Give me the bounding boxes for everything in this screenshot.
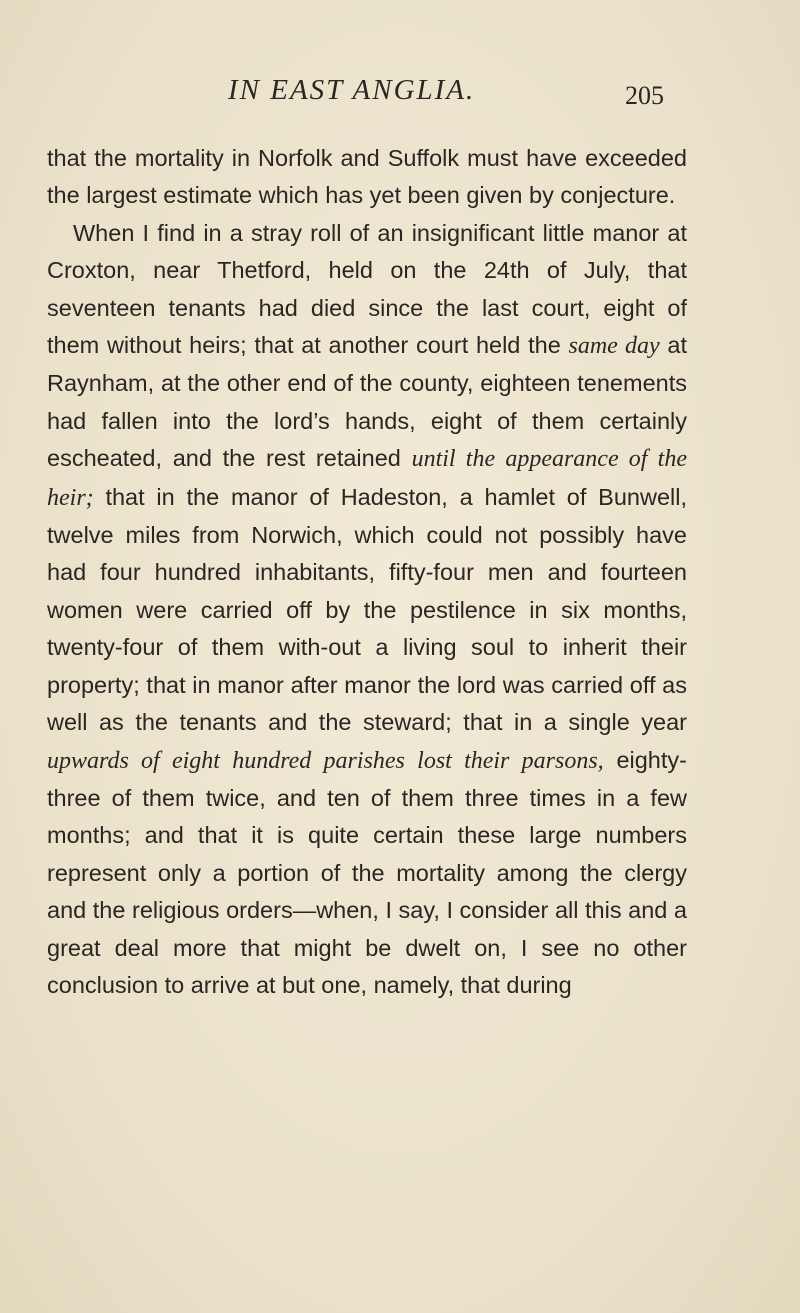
body-text	[47, 140, 687, 1004]
paragraph-continuation: that the mortality in Norfolk and Suffolk must have exceeded the largest estimate which has yet been given by conjecture.	[47, 145, 687, 209]
italic-emphasis: same day	[568, 333, 660, 360]
paragraph-text-segment: When I find in a stray roll of an insignificant little manor at Croxton, near Thetford, held on the 24th of July, that seventeen tenants had died since the last court, eight of them without heirs; that at another court held the	[47, 219, 687, 359]
page-number: 205	[625, 81, 664, 110]
italic-emphasis: upwards of eight hundred parishes lost their parsons,	[47, 747, 604, 774]
running-head	[0, 70, 800, 110]
paragraph-text-segment: that in the manor of Hadeston, a hamlet of Bunwell, twelve miles from Norwich, which could not possibly have had four hundred inhabitants, fifty-four men and fourteen women were carried off by the pestilence in six months, twenty-four of them with-out a living soul to inherit their property; that in manor after manor the lord was carried off as well as the tenants and the steward; that in a single year	[47, 483, 687, 736]
italic-emphasis: until the appearance of the heir;	[47, 446, 687, 511]
paragraph-text-segment: eighty-three of them twice, and ten of them three times in a few months; and that it is quite certain these large numbers represent only a portion of the mortality among the clergy and the religious orders—when, I say, I consider all this and a great deal more that might be dwelt on, I see no other conclusion to arrive at but one, namely, that during	[47, 746, 687, 998]
paragraph-text-segment: at Raynham, at the other end of the county, eighteen tenements had fallen into the lord’s hands, eight of them certainly escheated, and the rest retained	[47, 332, 687, 472]
running-head-title: IN EAST ANGLIA.	[228, 74, 476, 106]
paragraph-main	[47, 215, 687, 1005]
